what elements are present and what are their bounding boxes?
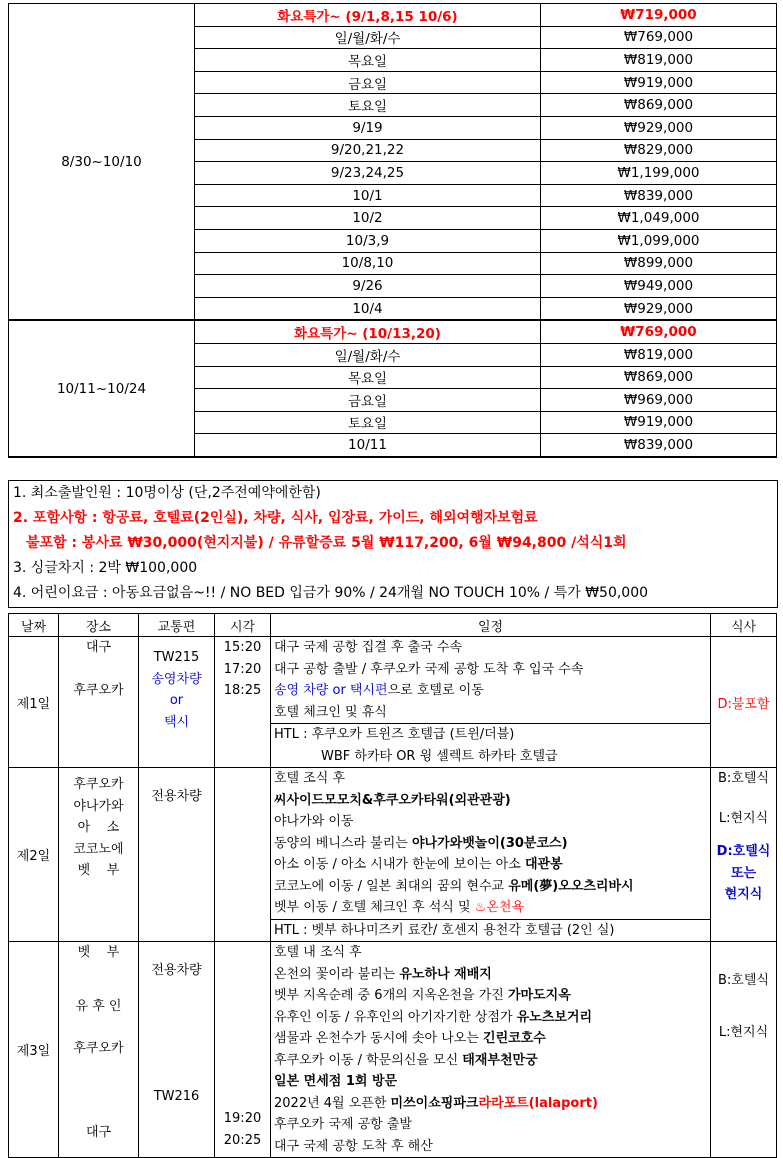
header-day: 날짜: [9, 614, 59, 637]
price-value: ₩769,000: [541, 26, 777, 49]
price-table: [8, 3, 777, 458]
day3-meal-1: B:호텔식: [718, 973, 769, 988]
day2-place-2: 야나가와: [73, 798, 124, 814]
day3-schedule: [271, 942, 711, 1158]
header-meal: 식사: [711, 614, 777, 637]
price-value: ₩929,000: [541, 116, 777, 139]
day3-line-4b: 유노츠보거리: [516, 1009, 593, 1025]
day1-schedule: [271, 637, 711, 768]
day3-line-6a: 후쿠오카 이동 / 학문의신을 모신: [274, 1052, 463, 1068]
price-value: ₩949,000: [541, 275, 777, 298]
day2-meal-3: D:호텔식: [716, 844, 771, 859]
day3-line-7: 일본 면세점 1회 방문: [274, 1074, 398, 1089]
header-time: 시각: [215, 614, 271, 637]
price-value: ₩919,000: [541, 71, 777, 94]
price-period: 8/30~10/10: [9, 4, 195, 321]
day2-transport: 전용차량: [151, 789, 202, 804]
price-date: 토요일: [195, 411, 541, 434]
day1-hotel-2: WBF 하카타 OR 윙 셀렉트 하카타 호텔급: [321, 748, 558, 764]
day3-row: [9, 942, 777, 1158]
price-value: ₩1,199,000: [541, 162, 777, 185]
price-date: 9/26: [195, 275, 541, 298]
price-date: 10/2: [195, 207, 541, 230]
day3-transport: 전용차량: [151, 963, 202, 978]
day1-time-3: 18:25: [223, 683, 262, 698]
day1-flight: TW215: [153, 650, 200, 665]
day3-meal-2: L:현지식: [718, 1024, 769, 1040]
day2-row: [9, 768, 777, 942]
day2-place-1: 후쿠오카: [73, 777, 124, 792]
day2-places: [59, 768, 139, 942]
day2-meal-4: 또는: [730, 865, 757, 881]
day3-line-5b: 긴린코호수: [483, 1031, 546, 1046]
price-value: ₩839,000: [541, 434, 777, 457]
day2-line-4a: 동양의 베니스라 불리는: [274, 835, 412, 851]
day3-line-2a: 온천의 꽃이라 불리는: [274, 966, 400, 982]
price-date: 금요일: [195, 389, 541, 412]
price-row: [9, 320, 777, 343]
price-row: [9, 4, 777, 27]
day3-time-2: 20:25: [223, 1132, 262, 1148]
day1-place-1: 대구: [85, 640, 112, 655]
day1-transport: [139, 637, 215, 768]
price-date: 일/월/화/수: [195, 343, 541, 366]
day3-line-9: 후쿠오카 국제 공항 출발: [274, 1117, 412, 1132]
day1-places: [59, 637, 139, 768]
price-date: 9/19: [195, 116, 541, 139]
day2-meal-1: B:호텔식: [718, 771, 769, 786]
price-date: 10/3,9: [195, 229, 541, 252]
day3-line-2b: 유노하나 재배지: [399, 966, 492, 982]
day2-line-6a: 코코노에 이동 / 일본 최대의 꿈의 현수교: [274, 878, 509, 894]
day2-place-5: 벳 부: [77, 863, 120, 878]
day3-place-3: 후쿠오카: [73, 1041, 124, 1056]
price-value: ₩819,000: [541, 49, 777, 72]
price-date: 금요일: [195, 71, 541, 94]
day2-line-1: 호텔 조식 후: [274, 771, 346, 786]
day3-line-5a: 샘물과 온천수가 동시에 솟아 나오는: [274, 1031, 484, 1046]
header-transport: 교통편: [139, 614, 215, 637]
price-date: 10/4: [195, 297, 541, 320]
day3-line-8c: 라라포트(lalaport): [478, 1095, 598, 1111]
day2-times: [215, 768, 271, 942]
price-date: 목요일: [195, 49, 541, 72]
day3-place-4: 대구: [85, 1124, 112, 1140]
day2-meal-2: L:현지식: [718, 810, 769, 826]
day2-line-7b: ♨온천욕: [474, 900, 525, 915]
note-single-charge: 3. 싱글차지 : 2박 ₩100,000: [13, 560, 198, 576]
day2-label: 제2일: [9, 768, 59, 942]
note-included: 2. 포함사항 : 항공료, 호텔료(2인실), 차량, 식사, 입장료, 가이드, 해외여행자보험료: [13, 510, 538, 526]
day3-line-1: 호텔 내 조식 후: [274, 945, 362, 960]
day1-transport-2: 택시: [163, 714, 190, 730]
day3-line-4a: 유후인 이동 / 유후인의 아기자기한 상점가: [274, 1009, 517, 1025]
notes-box: [8, 480, 778, 608]
note-excluded: 불포함 : 봉사료 ₩30,000(현지지불) / 유류할증료 5월 ₩117,200, 6월 ₩94,800 /석식1회: [26, 535, 627, 551]
day1-line-2: 대구 공항 출발 / 후쿠오카 국제 공항 도착 후 입국 수속: [274, 661, 584, 677]
day2-meal-5: 현지식: [724, 887, 763, 902]
day1-line-3a: 송영 차량 or 택시편: [274, 683, 388, 698]
day2-line-5b: 대관봉: [524, 857, 563, 872]
day1-row: [9, 637, 777, 768]
day3-flight: TW216: [153, 1088, 200, 1104]
day2-meals: [711, 768, 777, 942]
day3-line-8a: 2022년 4월 오픈한: [274, 1095, 391, 1111]
price-date: 화요특가~ (9/1,8,15 10/6): [195, 4, 541, 27]
day3-times: [215, 942, 271, 1158]
day3-line-6b: 태재부천만궁: [462, 1052, 538, 1068]
price-date: 9/23,24,25: [195, 162, 541, 185]
price-date: 화요특가~ (10/13,20): [195, 320, 541, 343]
price-value: ₩919,000: [541, 411, 777, 434]
day3-time-1: 19:20: [223, 1111, 262, 1126]
price-date: 10/1: [195, 184, 541, 207]
price-value: ₩929,000: [541, 297, 777, 320]
day1-times: [215, 637, 271, 768]
day1-hotel-1: HTL : 후쿠오카 트윈즈 호텔급 (트윈/더블): [271, 723, 710, 746]
day3-place-2: 유 후 인: [75, 998, 122, 1014]
day2-line-2: 씨사이드모모치&후쿠오카타워(외관관광): [274, 792, 511, 808]
day2-place-4: 코코노에: [73, 841, 124, 857]
day3-meals: [711, 942, 777, 1158]
day1-line-4: 호텔 체크인 및 휴식: [274, 704, 387, 720]
price-value: ₩969,000: [541, 389, 777, 412]
day1-place-2: 후쿠오카: [73, 683, 124, 698]
day1-line-3b: 으로 호텔로 이동: [387, 683, 484, 698]
price-value: ₩819,000: [541, 343, 777, 366]
day2-transport-cell: [139, 768, 215, 942]
day2-line-3: 야나가와 이동: [274, 814, 354, 829]
day3-transport-cell: [139, 942, 215, 1158]
day1-line-1: 대구 국제 공항 집결 후 출국 수속: [274, 640, 463, 655]
note-min-people: 1. 최소출발인원 : 10명이상 (단,2주전예약에한함): [13, 485, 321, 501]
price-period: 10/11~10/24: [9, 320, 195, 457]
price-value: ₩1,049,000: [541, 207, 777, 230]
header-schedule: 일정: [271, 614, 711, 637]
header-place: 장소: [59, 614, 139, 637]
price-date: 10/8,10: [195, 252, 541, 275]
day1-transport-or: or: [169, 693, 184, 708]
day1-label: 제1일: [9, 637, 59, 768]
day3-line-3a: 벳부 지옥순례 중 6개의 지옥온천을 가진: [274, 988, 508, 1003]
price-date: 10/11: [195, 434, 541, 457]
itinerary-table: [8, 613, 777, 1158]
price-value: ₩869,000: [541, 94, 777, 117]
day3-places: [59, 942, 139, 1158]
day1-transport-1: 송영차량: [151, 671, 202, 687]
day2-line-4b: 야나가와뱃놀이(30분코스): [411, 835, 568, 851]
day3-line-10: 대구 국제 공항 도착 후 해산: [274, 1138, 433, 1154]
day3-label: 제3일: [9, 942, 59, 1158]
price-value: ₩719,000: [541, 4, 777, 27]
price-value: ₩869,000: [541, 366, 777, 389]
price-date: 일/월/화/수: [195, 26, 541, 49]
day1-time-1: 15:20: [223, 640, 262, 655]
price-value: ₩769,000: [541, 320, 777, 343]
day2-hotel: HTL : 벳부 하나미즈키 료칸/ 호센지 용천각 호텔급 (2인 실): [271, 919, 710, 942]
day2-line-6b: 유메(夢)오오츠리바시: [508, 878, 634, 894]
day2-line-5a: 아소 이동 / 아소 시내가 한눈에 보이는 아소: [274, 857, 525, 872]
price-value: ₩899,000: [541, 252, 777, 275]
itinerary-header-row: [9, 614, 777, 637]
day2-place-3: 아 소: [77, 820, 120, 835]
price-value: ₩1,099,000: [541, 229, 777, 252]
note-child-fare: 4. 어린이요금 : 아동요금없음~!! / NO BED 입금가 90% / 24개월 NO TOUCH 10% / 특가 ₩50,000: [13, 585, 649, 601]
day1-time-2: 17:20: [223, 661, 262, 677]
price-body: [9, 4, 777, 457]
price-date: 토요일: [195, 94, 541, 117]
day3-line-3b: 가마도지옥: [508, 988, 571, 1003]
price-date: 목요일: [195, 366, 541, 389]
day2-schedule: [271, 768, 711, 942]
day3-line-8b: 미쓰이쇼핑파크: [390, 1095, 479, 1111]
price-value: ₩829,000: [541, 139, 777, 162]
day3-place-1: 벳 부: [77, 945, 120, 960]
day2-line-7a: 벳부 이동 / 호텔 체크인 후 석식 및: [274, 900, 475, 915]
day1-meal: D:불포함: [711, 637, 777, 768]
price-date: 9/20,21,22: [195, 139, 541, 162]
price-value: ₩839,000: [541, 184, 777, 207]
